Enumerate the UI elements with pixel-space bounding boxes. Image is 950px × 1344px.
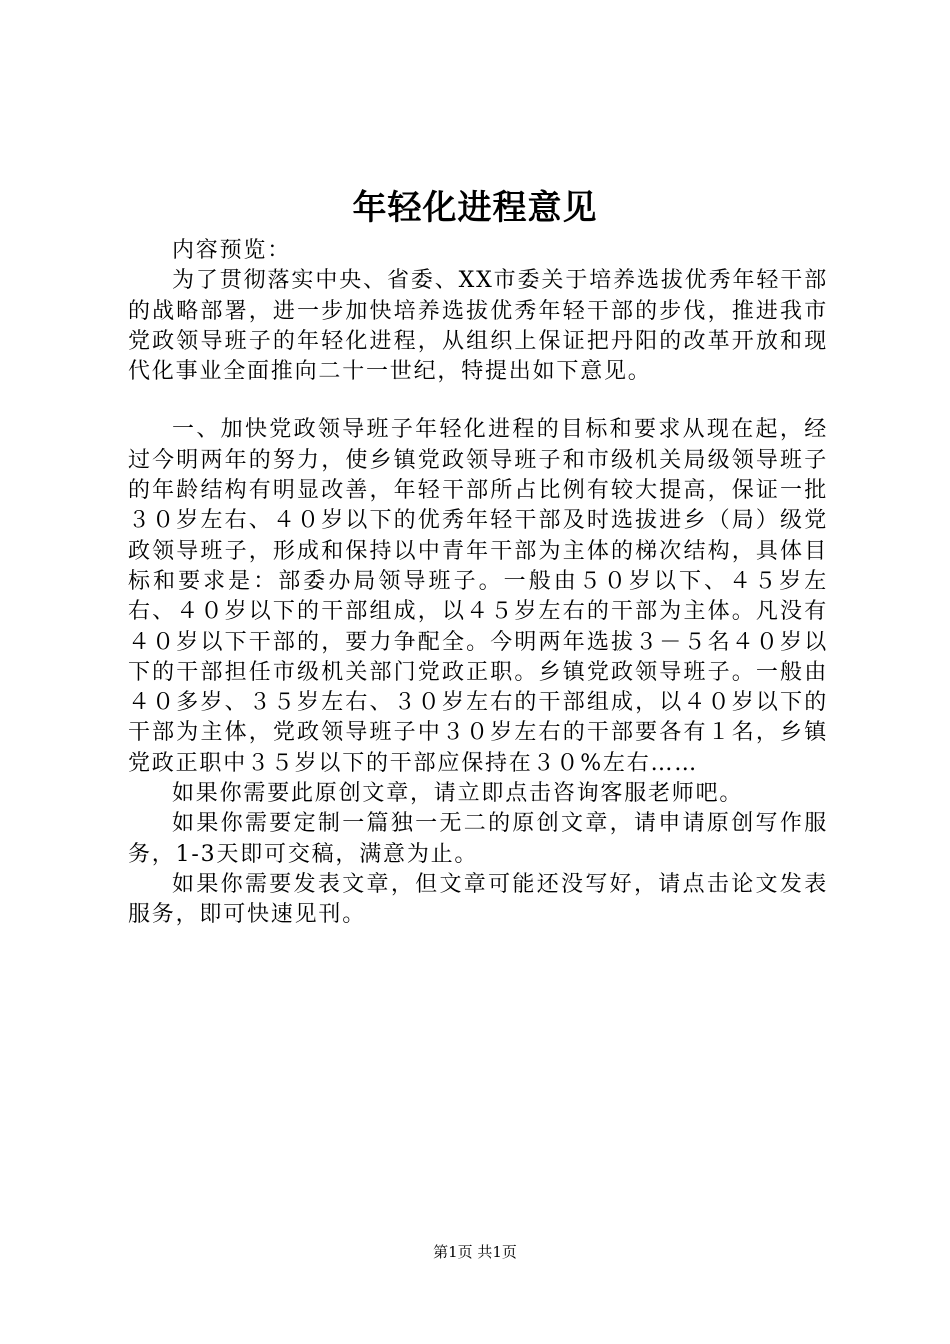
publish-paragraph: 如果你需要发表文章，但文章可能还没写好，请点击论文发表服务，即可快速见刊。	[128, 871, 828, 928]
custom-writing-paragraph: 如果你需要定制一篇独一无二的原创文章，请申请原创写作服务，1-3天即可交稿，满意为止。	[128, 811, 828, 867]
page-footer: 第1页 共1页	[433, 1243, 517, 1261]
preview-label: 内容预览：	[172, 238, 292, 263]
section-one-paragraph: 一、加快党政领导班子年轻化进程的目标和要求从现在起，经过今明两年的努力，使乡镇党政领导班子和市级机关局级领导班子的年龄结构有明显改善，年轻干部所占比例有较大提高，保证一批３０岁左右、４０岁以下的优秀年轻干部及时选拔进乡（局）级党政领导班子，形成和保持以中青年干部为主体的梯次结构，具体目标和要求是：部委办局领导班子。一般由５０岁以下、４５岁左右、４０岁以下的干部组成，以４５岁左右的干部为主体。凡没有４０岁以下干部的，要力争配全。今明两年选拔３－５名４０岁以下的干部担任市级机关部门党政正职。乡镇党政领导班子。一般由４０多岁、３５岁左右、３０岁左右的干部组成，以４０岁以下的干部为主体，党政领导班子中３０岁左右的干部要各有１名，乡镇党政正职中３５岁以下的干部应保持在３０%左右……	[128, 417, 828, 776]
document-body	[128, 236, 828, 931]
intro-paragraph: 为了贯彻落实中央、省委、XX市委关于培养选拔优秀年轻干部的战略部署，进一步加快培养选拔优秀年轻干部的步伐，推进我市党政领导班子的年轻化进程，从组织上保证把丹阳的改革开放和现代化事业全面推向二十一世纪，特提出如下意见。	[128, 268, 828, 385]
consult-paragraph: 如果你需要此原创文章，请立即点击咨询客服老师吧。	[172, 781, 744, 807]
document-title: 年轻化进程意见	[352, 188, 598, 228]
